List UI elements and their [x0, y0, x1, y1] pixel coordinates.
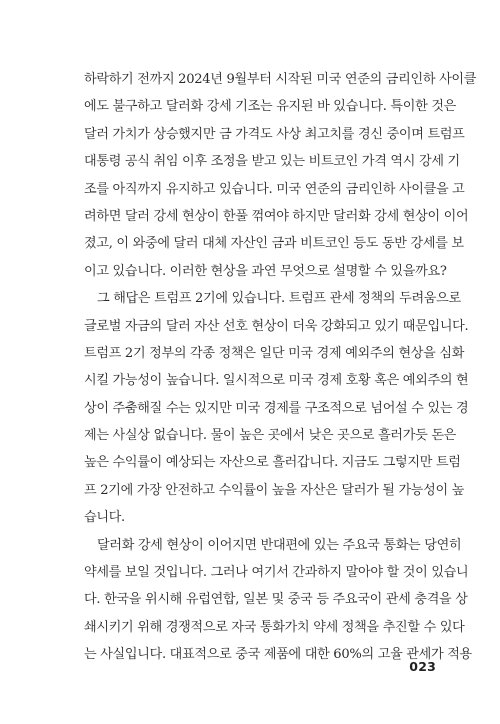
text-line: 려하면 달러 강세 현상이 한풀 꺾여야 하지만 달러화 강세 현상이 이어: [84, 208, 469, 224]
text-line: 달러 가치가 상승했지만 금 가격도 사상 최고치를 경신 중이며 트럼프: [84, 126, 465, 142]
text-line: 는 사실입니다. 대표적으로 중국 제품에 대한 60%의 고율 관세가 적용: [84, 647, 472, 663]
body-text: [84, 66, 477, 669]
text-line: 글로벌 자금의 달러 자산 선호 현상이 더욱 강화되고 있기 때문입니다.: [84, 318, 469, 334]
paragraph-first-line: 그 해답은 트럼프 2기에 있습니다. 트럼프 관세 정책의 두려움으로: [97, 291, 461, 307]
text-line: 약세를 보일 것입니다. 그러나 여기서 간과하지 말아야 할 것이 있습니: [84, 565, 469, 581]
text-line: 조를 아직까지 유지하고 있습니다. 미국 연준의 금리인하 사이클을 고: [84, 181, 465, 197]
text-line: 상이 주춤해질 수는 있지만 미국 경제를 구조적으로 넘어설 수 있는 경: [84, 400, 469, 416]
text-line: 하락하기 전까지 2024년 9월부터 시작된 미국 연준의 금리인하 사이클: [84, 72, 477, 87]
text-line: 에도 불구하고 달러화 강세 기조는 유지된 바 있습니다. 특이한 것은: [84, 99, 457, 115]
text-line: 쇄시키기 위해 경쟁적으로 자국 통화가치 약세 정책을 추진할 수 있다: [84, 619, 465, 635]
text-line: 트럼프 2기 정부의 각종 정책은 일단 미국 경제 예외주의 현상을 심화: [84, 345, 465, 361]
text-line: 프 2기에 가장 안전하고 수익률이 높을 자산은 달러가 될 가능성이 높: [84, 482, 465, 498]
text-line: 다. 한국을 위시해 유럽연합, 일본 및 중국 등 주요국이 관세 충격을 상: [84, 592, 468, 608]
text-line: 높은 수익률이 예상되는 자산으로 흘러갑니다. 지금도 그렇지만 트럼: [84, 455, 461, 471]
text-line: 습니다.: [84, 510, 125, 526]
text-line: 이고 있습니다. 이러한 현상을 과연 무엇으로 설명할 수 있을까요?: [84, 263, 447, 279]
text-line: 대통령 공식 취임 이후 조정을 받고 있는 비트코인 가격 역시 강세 기: [84, 154, 460, 170]
paragraph-first-line: 달러화 강세 현상이 이어지면 반대편에 있는 주요국 통화는 당연히: [97, 537, 462, 553]
text-line: 제는 사실상 없습니다. 물이 높은 곳에서 낮은 곳으로 흘러가듯 돈은: [84, 428, 457, 444]
text-line: 졌고, 이 와중에 달러 대체 자산인 금과 비트코인 등도 동반 강세를 보: [84, 236, 464, 252]
text-line: 시킬 가능성이 높습니다. 일시적으로 미국 경제 호황 혹은 예외주의 현: [84, 373, 469, 389]
page-number: 023: [409, 659, 436, 674]
